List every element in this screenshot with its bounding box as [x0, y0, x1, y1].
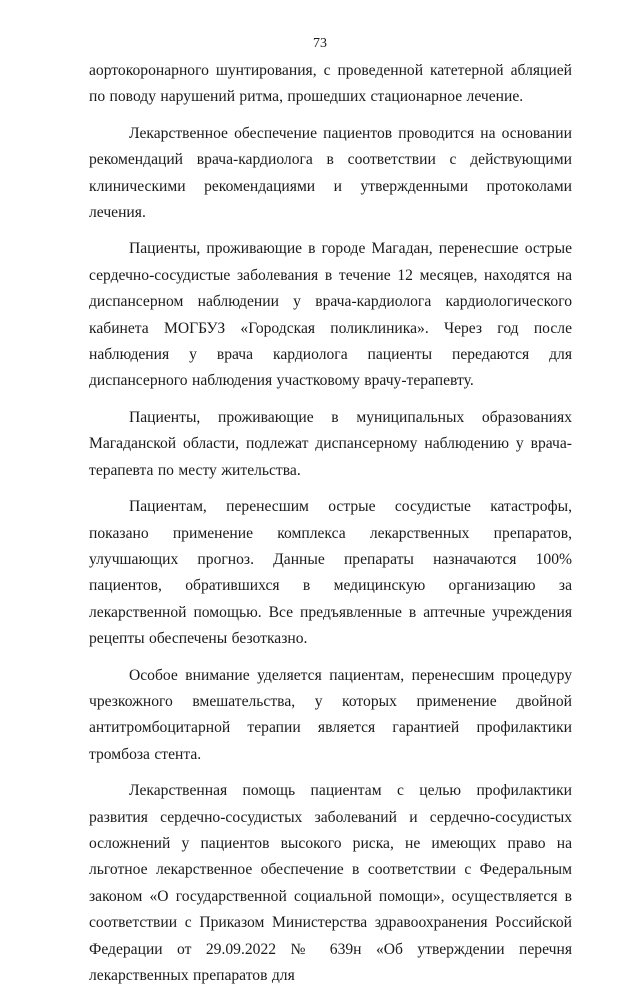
paragraph-region-patients: Пациенты, проживающие в муниципальных образованиях Магаданской области, подлежат диспансерному наблюдению у врача-терапевта по месту жительства. [89, 408, 572, 479]
paragraph-magadan-patients: Пациенты, проживающие в городе Магадан, перенесшие острые сердечно-сосудистые заболевания в течение 12 месяцев, находятся на диспансерном наблюдении у врача-кардиолога кардиологического кабинета МОГБУЗ «Городская поликлиника». Через год после наблюдения у врача кардиолога пациенты передаются для диспансерного наблюдения участковому врачу-терапевту. [89, 240, 572, 390]
paragraph-continuation: аортокоронарного шунтирования, с проведенной катетерной абляцией по поводу нарушений ритма, прошедших стационарное лечение. [89, 62, 572, 106]
page-number: 73 [313, 36, 327, 51]
paragraph-percutaneous-intervention: Особое внимание уделяется пациентам, перенесшим процедуру чрезкожного вмешательства, у которых применение двойной антитромбоцитарной терапии является гарантией профилактики тромбоза стента. [89, 666, 572, 763]
document-body [89, 58, 572, 989]
paragraph-drug-assistance: Лекарственная помощь пациентам с целью профилактики развития сердечно-сосудистых заболеваний и сердечно-сосудистых осложнений у пациентов высокого риска, не имеющих право на льготное лекарственное обеспечение в соответствии с Федеральным законом «О государственной социальной помощи», осуществляется в соответствии с Приказом Министерства здравоохранения Российской Федерации от 29.09.2022 № 639н «Об утверждении перечня лекарственных препаратов для [89, 782, 572, 984]
paragraph-vascular-catastrophes: Пациентам, перенесшим острые сосудистые катастрофы, показано применение комплекса лекарственных препаратов, улучшающих прогноз. Данные препараты назначаются 100% пациентов, обратившихся в медицинскую организацию за лекарственной помощью. Все предъявленные в аптечные учреждения рецепты обеспечены безотказно. [89, 498, 572, 648]
paragraph-drug-provision: Лекарственное обеспечение пациентов проводится на основании рекомендаций врача-кардиолога в соответствии с действующими клиническими рекомендациями и утвержденными протоколами лечения. [89, 124, 572, 222]
